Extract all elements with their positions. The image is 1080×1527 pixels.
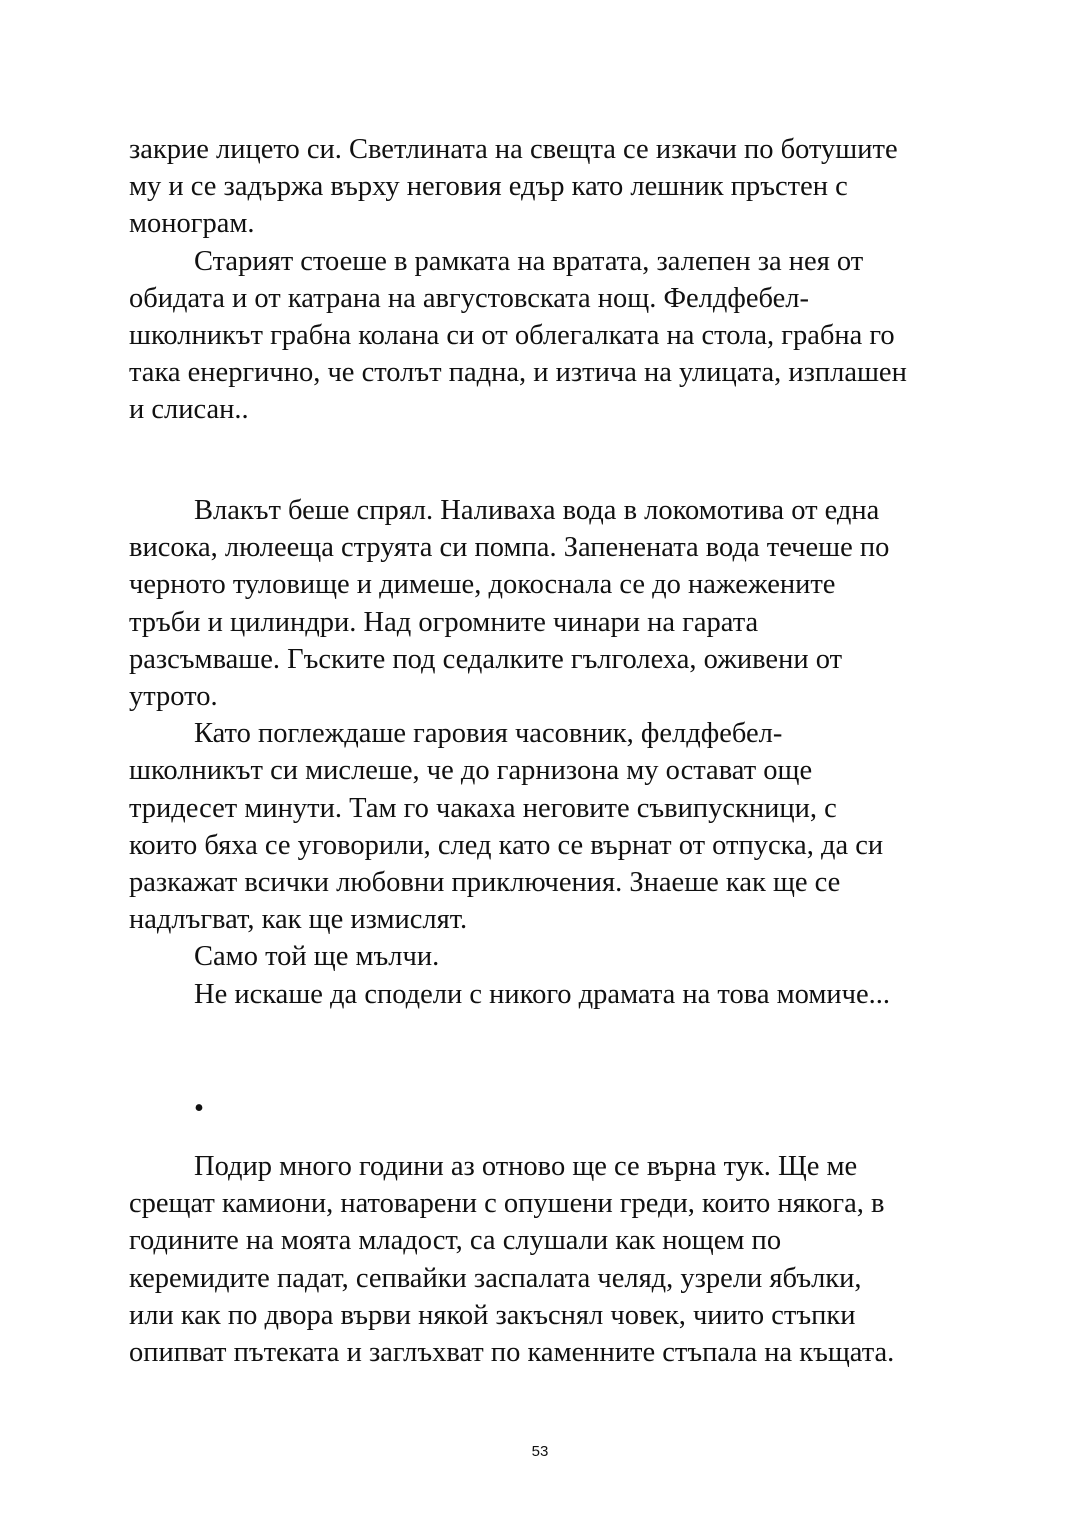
text-line: черното туловище и димеше, докоснала се до нажежените bbox=[129, 569, 836, 601]
section-1-text bbox=[129, 131, 979, 429]
text-line: утрото. bbox=[129, 681, 218, 713]
text-line: обидата и от катрана на августовската нощ. Фелдфебел- bbox=[129, 282, 809, 314]
text-line: школникът грабна колана си от облегалката на стола, грабна го bbox=[129, 320, 895, 352]
text-line: школникът си мислеше, че до гарнизона му остават още bbox=[129, 755, 813, 787]
text-line: които бяха се уговорили, след като се върнат от отпуска, да си bbox=[129, 829, 884, 861]
page-number: 53 bbox=[531, 1443, 549, 1460]
text-line: опипват пътеката и заглъхват по каменните стъпала на къщата. bbox=[129, 1337, 895, 1369]
text-line: Не искаше да сподели с никого драмата на това момиче... bbox=[194, 978, 891, 1010]
text-line: закрие лицето си. Светлината на свещта се изкачи по ботушите bbox=[129, 134, 898, 165]
text-line: монограм. bbox=[129, 208, 255, 240]
text-line: надлъгват, как ще измислят. bbox=[129, 904, 468, 936]
text-line: Влакът беше спрял. Наливаха вода в локомотива от една bbox=[194, 495, 880, 526]
text-line: керемидите падат, сепвайки заспалата челяд, узрели ябълки, bbox=[129, 1262, 862, 1294]
text-line: Старият стоеше в рамката на вратата, залепен за нея от bbox=[194, 245, 864, 277]
text-line: му и се задържа върху неговия едър като лешник пръстен с bbox=[129, 171, 848, 203]
text-line: разкажат всички любовни приключения. Знаеше как ще се bbox=[129, 867, 841, 899]
section-2-text bbox=[129, 492, 979, 1013]
text-line: и слисан.. bbox=[129, 394, 249, 426]
text-line: Само той ще мълчи. bbox=[194, 941, 440, 973]
text-line: Като поглеждаше гаровия часовник, фелдфебел- bbox=[194, 718, 783, 750]
text-line: висока, люлееща струята си помпа. Запенената вода течеше по bbox=[129, 532, 890, 564]
text-line: разсъмваше. Гъските под седалките гълголеха, оживени от bbox=[129, 643, 843, 675]
section-3-text bbox=[129, 1148, 979, 1371]
text-line: или как по двора върви някой закъснял човек, чиито стъпки bbox=[129, 1299, 856, 1331]
text-line: тридесет минути. Там го чакаха неговите съвипускници, с bbox=[129, 792, 837, 824]
section-separator-bullet: • bbox=[194, 1093, 204, 1124]
text-line: тръби и цилиндри. Над огромните чинари на гарата bbox=[129, 606, 759, 638]
text-line: така енергично, че столът падна, и изтича на улицата, изплашен bbox=[129, 357, 907, 389]
text-line: Подир много години аз отново ще се върна тук. Ще ме bbox=[194, 1151, 858, 1182]
text-line: срещат камиони, натоварени с опушени греди, които някога, в bbox=[129, 1188, 885, 1220]
text-line: годините на моята младост, са слушали как нощем по bbox=[129, 1225, 782, 1257]
